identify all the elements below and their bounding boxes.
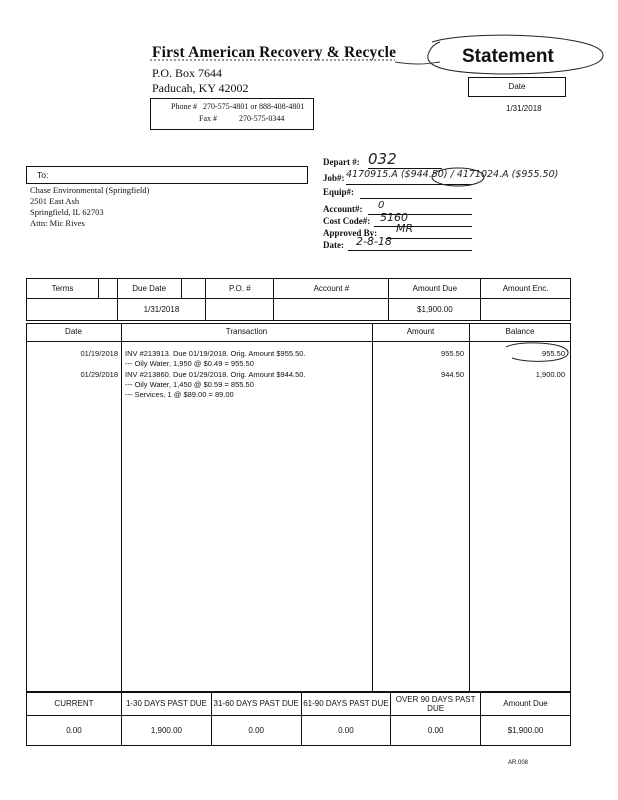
stamp-cost-label: Cost Code#:: [323, 216, 371, 226]
stamp-approved-label: Approved By:: [323, 228, 378, 238]
aging-header-1-30: 1-30 DAYS PAST DUE: [121, 692, 211, 716]
tx-amount: 944.50: [441, 370, 464, 379]
aging-header-amount-due: Amount Due: [480, 692, 570, 716]
amount-col-header: Amount: [406, 327, 435, 336]
stamp-job-label: Job#:: [323, 173, 345, 183]
account-header: Account #: [274, 279, 389, 299]
tx-line: --- Services, 1 @ $89.00 = 89.00: [125, 390, 234, 399]
stamp-date-value: 2-8-18: [356, 235, 392, 248]
tx-line: --- Oily Water, 1,950 @ $0.49 = 955.50: [125, 359, 254, 368]
balance-col-header: Balance: [505, 327, 535, 336]
tx-balance: 1,900.00: [535, 370, 565, 379]
company-po-box: P.O. Box 7644: [152, 66, 223, 80]
balance-circle-ink: [506, 343, 568, 362]
aging-value-current: 0.00: [27, 716, 122, 746]
tx-date: 01/19/2018: [80, 349, 118, 358]
date-col-header: Date: [65, 327, 82, 336]
stamp-account-value: 0: [378, 200, 385, 211]
aging-header-current: CURRENT: [27, 692, 122, 716]
statement-title: Statement: [462, 46, 554, 67]
bill-to-line: Springfield, IL 62703: [30, 207, 104, 217]
fax-label: Fax #: [199, 114, 217, 123]
aging-value-61-90: 0.00: [301, 716, 391, 746]
phone-value: 270-575-4801 or 888-408-4801: [203, 102, 305, 111]
fax-value: 270-575-0344: [239, 114, 285, 123]
tx-balance: 955.50: [542, 349, 565, 358]
tx-line: INV #213860. Due 01/29/2018. Orig. Amount $944.50.: [125, 370, 306, 379]
terms-header: Terms: [27, 279, 99, 299]
stamp-equip-label: Equip#:: [323, 187, 355, 197]
bill-to-line: Attn: Mic Rives: [30, 218, 85, 228]
aging-header-61-90: 61-90 DAYS PAST DUE: [301, 692, 391, 716]
bill-to-line: 2501 East Ash: [30, 196, 80, 206]
transaction-col-header: Transaction: [225, 327, 268, 336]
footer-code: AR.008: [508, 760, 529, 766]
aging-value-over-90: 0.00: [391, 716, 481, 746]
company-city: Paducah, KY 42002: [152, 81, 249, 95]
aging-value-31-60: 0.00: [211, 716, 301, 746]
due-date-value: 1/31/2018: [117, 299, 206, 321]
date-label-box: Date: [468, 77, 566, 97]
po-header: P.O. #: [206, 279, 274, 299]
stamp-account-label: Account#:: [323, 204, 363, 214]
aging-table: [26, 691, 571, 746]
aging-header-31-60: 31-60 DAYS PAST DUE: [211, 692, 301, 716]
tx-date: 01/29/2018: [80, 370, 118, 379]
company-name: First American Recovery & Recycle: [152, 44, 397, 61]
stamp-approved-value: MR: [396, 222, 414, 235]
bill-to-line: Chase Environmental (Springfield): [30, 185, 150, 195]
amount-enc-header: Amount Enc.: [481, 279, 571, 299]
aging-header-over-90: OVER 90 DAYS PAST DUE: [391, 692, 481, 716]
stamp-date-label: Date:: [323, 240, 344, 250]
stamp-job-value: 4170915.A ($944.50) / 4171024.A ($955.50): [346, 169, 559, 180]
stamp-dept-value: 032: [368, 150, 397, 168]
aging-value-amount-due: $1,900.00: [480, 716, 570, 746]
stamp-dept-label: Depart #:: [323, 157, 360, 167]
statement-date: 1/31/2018: [506, 104, 542, 113]
aging-value-1-30: 1,900.00: [121, 716, 211, 746]
amount-due-header: Amount Due: [389, 279, 481, 299]
due-date-header: Due Date: [117, 279, 181, 299]
tx-line: --- Oily Water, 1,450 @ $0.59 = 855.50: [125, 380, 254, 389]
tx-line: INV #213913. Due 01/19/2018. Orig. Amount $955.50.: [125, 349, 306, 358]
to-label: To:: [37, 170, 49, 180]
amount-due-value: $1,900.00: [389, 299, 481, 321]
stamp-cost-value: 5160: [380, 211, 408, 224]
phone-label: Phone #: [171, 102, 197, 111]
tx-amount: 955.50: [441, 349, 464, 358]
